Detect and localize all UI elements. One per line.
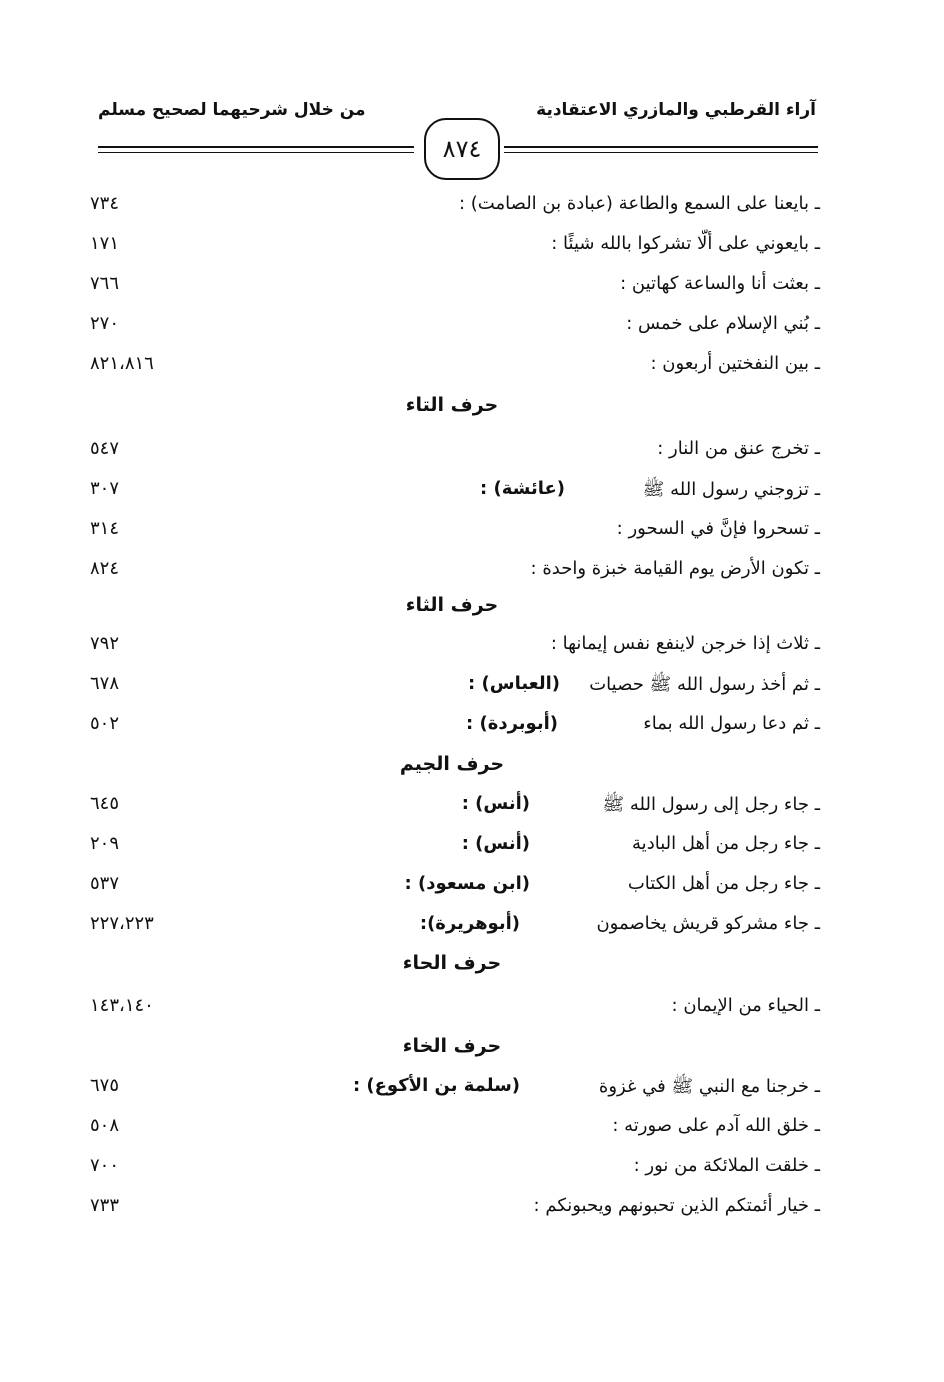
entry-text: ـ تسحروا فإنَّ في السحور : <box>616 518 820 539</box>
entry-page-ref: ٧٣٤ <box>90 193 120 214</box>
entry-narrator: (العباس) : <box>468 673 560 694</box>
entry-page-ref: ٥٠٨ <box>90 1115 120 1136</box>
entry-text: ـ خيار أئمتكم الذين تحبونهم ويحبونكم : <box>533 1195 820 1216</box>
entry-page-ref: ٢٠٩ <box>90 833 120 854</box>
entry-narrator: (ابن مسعود) : <box>404 873 530 894</box>
entry-page-ref: ٢٧٠ <box>90 313 120 334</box>
entry-text: ـ خلقت الملائكة من نور : <box>633 1155 820 1176</box>
section-heading: حرف الحاء <box>402 952 502 974</box>
index-entry <box>90 558 820 588</box>
entry-text: ـ بايعوني على ألّا تشركوا بالله شيئًا : <box>551 233 820 254</box>
entry-narrator: (عائشة) : <box>480 478 565 499</box>
index-entry <box>90 995 820 1025</box>
entry-text: ـ خلق الله آدم على صورته : <box>612 1115 820 1136</box>
index-entry <box>90 273 820 303</box>
entry-text: ـ ثم دعا رسول الله بماء <box>643 713 820 734</box>
entry-page-ref: ٣١٤ <box>90 518 120 539</box>
index-entry <box>90 193 820 223</box>
entry-narrator: (أنس) : <box>461 793 530 814</box>
entry-page-ref: ٧٠٠ <box>90 1155 120 1176</box>
entry-page-ref: ٨٢١،٨١٦ <box>90 353 154 374</box>
header-rule-right-bottom <box>504 152 818 153</box>
entry-narrator: (أبوبردة) : <box>466 713 558 734</box>
entry-page-ref: ٦٧٨ <box>90 673 120 694</box>
entry-text: ـ بين النفختين أربعون : <box>650 353 820 374</box>
entry-text: ـ خرجنا مع النبي ﷺ في غزوة <box>598 1076 820 1097</box>
page-number-badge <box>424 118 500 180</box>
index-entry <box>90 793 820 823</box>
entry-page-ref: ٢٢٧،٢٢٣ <box>90 913 154 934</box>
index-entry <box>90 873 820 903</box>
index-entry <box>90 833 820 863</box>
section-heading: حرف الثاء <box>405 594 499 616</box>
page-number: ٨٧٤ <box>442 135 482 163</box>
section-heading: حرف التاء <box>405 394 499 416</box>
running-header-title: آراء القرطبي والمازري الاعتقادية <box>536 100 816 120</box>
index-entry <box>90 1075 820 1105</box>
index-entry <box>90 1115 820 1145</box>
index-entry <box>90 478 820 508</box>
entry-text: ـ جاء رجل إلى رسول الله ﷺ <box>602 794 820 815</box>
index-entry <box>90 1195 820 1225</box>
running-header-subtitle: من خلال شرحيهما لصحيح مسلم <box>98 100 366 120</box>
index-entry <box>90 233 820 263</box>
entry-text: ـ بعثت أنا والساعة كهاتين : <box>620 273 820 294</box>
index-entry <box>90 1155 820 1185</box>
index-entry <box>90 313 820 343</box>
index-entry <box>90 913 820 943</box>
entry-text: ـ جاء رجل من أهل البادية <box>632 833 820 854</box>
index-entry <box>90 438 820 468</box>
entry-page-ref: ٥٤٧ <box>90 438 120 459</box>
entry-text: ـ جاء رجل من أهل الكتاب <box>627 873 820 894</box>
entry-page-ref: ٧٩٢ <box>90 633 120 654</box>
entry-page-ref: ٦٤٥ <box>90 793 120 814</box>
entry-text: ـ تخرج عنق من النار : <box>657 438 820 459</box>
index-entry <box>90 673 820 703</box>
entry-text: ـ الحياء من الإيمان : <box>671 995 820 1016</box>
entry-text: ـ تزوجني رسول الله ﷺ <box>642 479 820 500</box>
index-entry <box>90 633 820 663</box>
header-rule-left-top <box>98 146 414 148</box>
entry-page-ref: ٨٢٤ <box>90 558 120 579</box>
entry-narrator: (أبوهريرة): <box>419 913 520 934</box>
entry-page-ref: ١٧١ <box>90 233 120 254</box>
entry-text: ـ ثم أخذ رسول الله ﷺ حصيات <box>589 674 820 695</box>
entry-page-ref: ٥٠٢ <box>90 713 120 734</box>
index-entry <box>90 518 820 548</box>
entry-narrator: (سلمة بن الأكوع) : <box>352 1075 520 1096</box>
entry-text: ـ بايعنا على السمع والطاعة (عبادة بن الصامت) : <box>458 193 820 214</box>
entry-narrator: (أنس) : <box>461 833 530 854</box>
entry-page-ref: ٥٣٧ <box>90 873 120 894</box>
entry-page-ref: ٧٣٣ <box>90 1195 120 1216</box>
entry-text: ـ تكون الأرض يوم القيامة خبزة واحدة : <box>530 558 820 579</box>
index-entry <box>90 713 820 743</box>
entry-page-ref: ١٤٣،١٤٠ <box>90 995 154 1016</box>
entry-page-ref: ٧٦٦ <box>90 273 120 294</box>
entry-text: ـ بُني الإسلام على خمس : <box>626 313 820 334</box>
entry-text: ـ جاء مشركو قريش يخاصمون <box>596 913 820 934</box>
header-rule-left-bottom <box>98 152 414 153</box>
section-heading: حرف الخاء <box>402 1035 502 1057</box>
entry-text: ـ ثلاث إذا خرجن لاينفع نفس إيمانها : <box>550 633 820 654</box>
entry-page-ref: ٦٧٥ <box>90 1075 120 1096</box>
entry-page-ref: ٣٠٧ <box>90 478 120 499</box>
index-entry <box>90 353 820 383</box>
section-heading: حرف الجيم <box>399 753 505 775</box>
header-rule-right-top <box>504 146 818 148</box>
